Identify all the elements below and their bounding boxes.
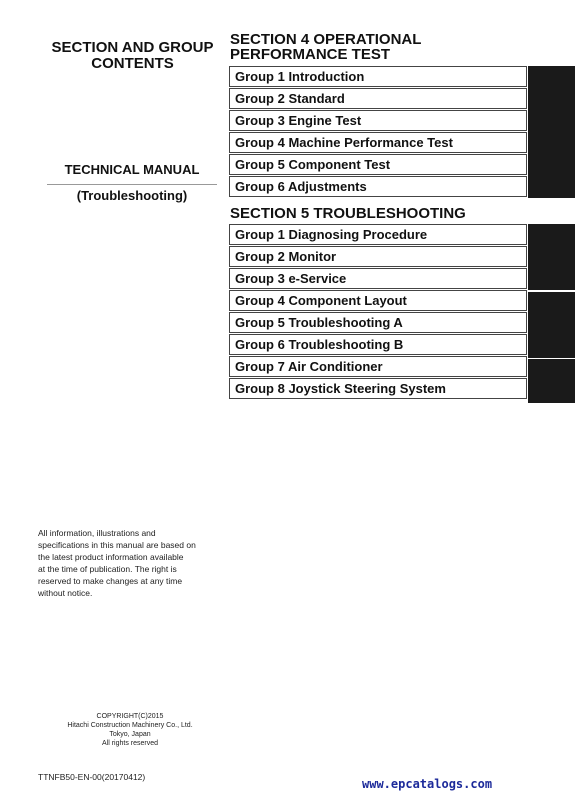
disclaimer-line: without notice. bbox=[38, 588, 93, 598]
group-link[interactable]: Group 1 Diagnosing Procedure bbox=[229, 224, 527, 245]
group-link[interactable]: Group 8 Joystick Steering System bbox=[229, 378, 527, 399]
group-link[interactable]: Group 3 Engine Test bbox=[229, 110, 527, 131]
group-link[interactable]: Group 6 Adjustments bbox=[229, 176, 527, 197]
contents-title-line2: CONTENTS bbox=[91, 55, 174, 72]
watermark: www.epcatalogs.com bbox=[362, 777, 493, 791]
section-4-group-list bbox=[229, 66, 527, 198]
copyright-block bbox=[60, 712, 200, 748]
disclaimer-text bbox=[38, 527, 216, 599]
disclaimer-line: reserved to make changes at any time bbox=[38, 576, 183, 586]
disclaimer-line: All information, illustrations and bbox=[38, 528, 156, 538]
contents-title-line1: SECTION AND GROUP bbox=[51, 39, 214, 56]
group-link[interactable]: Group 6 Troubleshooting B bbox=[229, 334, 527, 355]
group-link[interactable]: Group 1 Introduction bbox=[229, 66, 527, 87]
section-tab-marker bbox=[528, 224, 575, 290]
section-4-title-line2: PERFORMANCE TEST bbox=[230, 46, 391, 63]
group-link[interactable]: Group 3 e-Service bbox=[229, 268, 527, 289]
document-code: TTNFB50-EN-00(20170412) bbox=[38, 772, 146, 782]
section-4-title bbox=[230, 32, 530, 62]
group-link[interactable]: Group 5 Component Test bbox=[229, 154, 527, 175]
disclaimer-line: the latest product information available bbox=[38, 552, 184, 562]
section-tab-marker bbox=[528, 66, 575, 198]
disclaimer-line: specifications in this manual are based on bbox=[38, 540, 196, 550]
group-link[interactable]: Group 4 Machine Performance Test bbox=[229, 132, 527, 153]
copyright-line: COPYRIGHT(C)2015 bbox=[96, 713, 164, 720]
copyright-line: Tokyo, Japan bbox=[109, 731, 151, 738]
disclaimer-line: at the time of publication. The right is bbox=[38, 564, 177, 574]
contents-title bbox=[40, 40, 225, 72]
section-tab-marker bbox=[528, 359, 575, 403]
group-link[interactable]: Group 4 Component Layout bbox=[229, 290, 527, 311]
section-tab-marker bbox=[528, 292, 575, 358]
copyright-line: All rights reserved bbox=[101, 740, 159, 747]
group-link[interactable]: Group 7 Air Conditioner bbox=[229, 356, 527, 377]
manual-title: TECHNICAL MANUAL bbox=[64, 162, 200, 177]
manual-subtitle: (Troubleshooting) bbox=[76, 188, 188, 203]
group-link[interactable]: Group 5 Troubleshooting A bbox=[229, 312, 527, 333]
group-link[interactable]: Group 2 Monitor bbox=[229, 246, 527, 267]
copyright-line: Hitachi Construction Machinery Co., Ltd. bbox=[67, 722, 193, 729]
divider bbox=[47, 184, 217, 185]
section-5-title: SECTION 5 TROUBLESHOOTING bbox=[230, 205, 466, 222]
section-4-title-line1: SECTION 4 OPERATIONAL bbox=[230, 31, 422, 48]
section-5-group-list bbox=[229, 224, 527, 400]
group-link[interactable]: Group 2 Standard bbox=[229, 88, 527, 109]
